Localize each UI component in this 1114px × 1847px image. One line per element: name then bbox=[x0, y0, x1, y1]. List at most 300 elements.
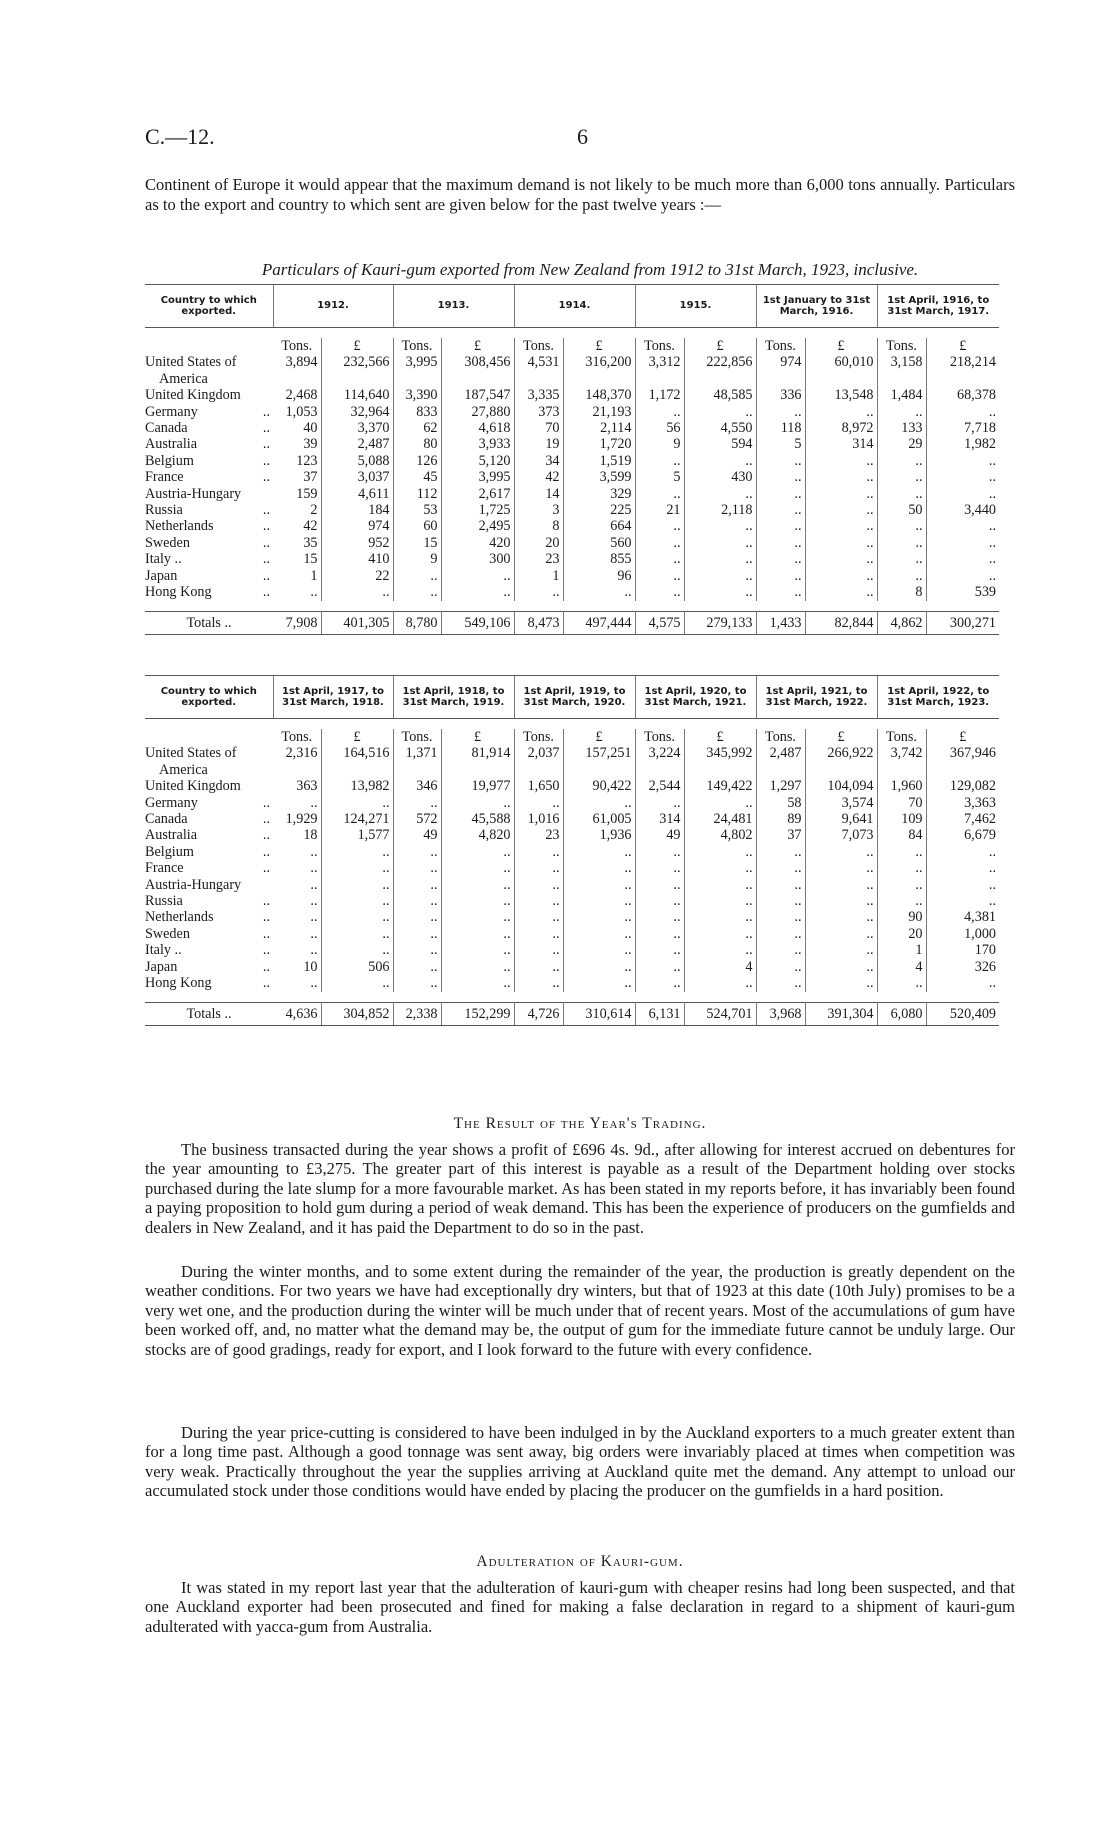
table-row bbox=[145, 827, 999, 843]
pounds-value: 2,487 bbox=[321, 436, 393, 452]
pounds-value: .. bbox=[441, 909, 514, 925]
country-name: Belgium bbox=[145, 843, 194, 860]
tons-unit-label: Tons. bbox=[393, 338, 441, 354]
tons-value: .. bbox=[756, 568, 805, 584]
pounds-value: 3,370 bbox=[321, 420, 393, 436]
tons-value: .. bbox=[273, 926, 321, 942]
blank-cell bbox=[684, 371, 756, 387]
pounds-value: 5,088 bbox=[321, 453, 393, 469]
country-name: United Kingdom bbox=[145, 387, 241, 404]
tons-value: .. bbox=[514, 877, 563, 893]
leader-dots: .. bbox=[262, 794, 270, 811]
export-table-1912-1917 bbox=[145, 284, 999, 635]
tons-value: 833 bbox=[393, 404, 441, 420]
pounds-value: .. bbox=[321, 975, 393, 991]
tons-value: .. bbox=[756, 404, 805, 420]
adulteration-paragraph: It was stated in my report last year that the adulteration of kauri-gum with cheaper resins had long been suspected, and that one Auckland exporter had been prosecuted and fined for making a false declaration in regard to a shipment of kauri-gum adulterated with yacca-gum from Australia. bbox=[145, 1578, 1015, 1636]
tons-value: 363 bbox=[273, 778, 321, 794]
pounds-value: .. bbox=[805, 486, 877, 502]
tons-value: .. bbox=[635, 975, 684, 991]
total-tons: 3,968 bbox=[756, 1002, 805, 1025]
pounds-value: .. bbox=[684, 518, 756, 534]
tons-value: .. bbox=[273, 909, 321, 925]
country-name: Belgium bbox=[145, 452, 194, 469]
country-cell bbox=[145, 975, 273, 991]
pounds-value: 4 bbox=[684, 959, 756, 975]
leader-dots: .. bbox=[262, 942, 270, 959]
table-row bbox=[145, 959, 999, 975]
leader-dots: .. bbox=[262, 502, 270, 519]
tons-value: 3 bbox=[514, 502, 563, 518]
country-cell bbox=[145, 926, 273, 942]
country-name: Sweden bbox=[145, 925, 190, 942]
tons-value: .. bbox=[635, 795, 684, 811]
pounds-value: 1,519 bbox=[563, 453, 635, 469]
tons-value: 50 bbox=[877, 502, 926, 518]
pounds-value: .. bbox=[988, 860, 996, 877]
pounds-value: .. bbox=[805, 518, 877, 534]
pounds-value: 4,618 bbox=[441, 420, 514, 436]
tons-value: .. bbox=[635, 518, 684, 534]
pounds-value: 218,214 bbox=[949, 354, 996, 371]
table-row-continuation bbox=[145, 762, 999, 778]
tons-value: 37 bbox=[273, 469, 321, 485]
tons-value: .. bbox=[273, 844, 321, 860]
tons-value: .. bbox=[756, 535, 805, 551]
leader-dots: .. bbox=[262, 452, 270, 469]
pounds-value: 1,577 bbox=[321, 827, 393, 843]
country-cell bbox=[145, 420, 273, 436]
totals-label: Totals bbox=[186, 1005, 221, 1022]
pounds-value: .. bbox=[988, 551, 996, 568]
pounds-value: 8,972 bbox=[805, 420, 877, 436]
country-cell bbox=[145, 584, 273, 600]
tons-value: 89 bbox=[756, 811, 805, 827]
pounds-value: .. bbox=[441, 860, 514, 876]
tons-value: 572 bbox=[393, 811, 441, 827]
pounds-unit-label: £ bbox=[563, 338, 635, 354]
tons-value: .. bbox=[635, 959, 684, 975]
pounds-value: 367,946 bbox=[949, 745, 996, 762]
tons-value: .. bbox=[877, 469, 926, 485]
pounds-value: 148,370 bbox=[563, 387, 635, 403]
table-row-continuation bbox=[145, 371, 999, 387]
tons-value: .. bbox=[756, 518, 805, 534]
country-cell bbox=[145, 893, 273, 909]
pounds-value: .. bbox=[684, 893, 756, 909]
tons-value: .. bbox=[877, 551, 926, 567]
blank-cell bbox=[514, 762, 563, 778]
pounds-value: .. bbox=[563, 844, 635, 860]
pounds-value: .. bbox=[441, 568, 514, 584]
country-name: France bbox=[145, 469, 184, 486]
country-cell bbox=[145, 860, 273, 876]
tons-value: 15 bbox=[273, 551, 321, 567]
totals-row bbox=[145, 1002, 999, 1025]
tons-value: .. bbox=[273, 584, 321, 600]
pounds-value: 1,000 bbox=[964, 925, 996, 942]
tons-value: 35 bbox=[273, 535, 321, 551]
blank-cell bbox=[563, 762, 635, 778]
table-header-row bbox=[145, 285, 999, 328]
blank-cell bbox=[635, 762, 684, 778]
tons-value: .. bbox=[273, 795, 321, 811]
total-pounds: 391,304 bbox=[805, 1002, 877, 1025]
table-row bbox=[145, 926, 999, 942]
leader-dots: .. bbox=[262, 420, 270, 437]
pounds-unit-label: £ bbox=[441, 729, 514, 745]
pounds-value: .. bbox=[684, 551, 756, 567]
tons-value: .. bbox=[877, 893, 926, 909]
pounds-value: .. bbox=[441, 877, 514, 893]
country-name: Russia bbox=[145, 893, 183, 910]
country-name: France bbox=[145, 860, 184, 877]
pounds-value: 1,936 bbox=[563, 827, 635, 843]
country-name: Netherlands bbox=[145, 518, 214, 535]
spacer-row bbox=[145, 719, 999, 730]
pounds-value: .. bbox=[988, 534, 996, 551]
tons-value: .. bbox=[514, 584, 563, 600]
pounds-value: .. bbox=[441, 584, 514, 600]
total-tons: 2,338 bbox=[393, 1002, 441, 1025]
tons-value: .. bbox=[877, 486, 926, 502]
tons-value: 80 bbox=[393, 436, 441, 452]
country-name: Japan bbox=[145, 567, 178, 584]
tons-value: .. bbox=[877, 877, 926, 893]
country-name: Netherlands bbox=[145, 909, 214, 926]
tons-value: 1 bbox=[877, 942, 926, 958]
pounds-value: 974 bbox=[321, 518, 393, 534]
country-name: Japan bbox=[145, 958, 178, 975]
pounds-value: .. bbox=[321, 909, 393, 925]
tons-value: 2,544 bbox=[635, 778, 684, 794]
tons-value: 49 bbox=[393, 827, 441, 843]
pounds-value: 4,611 bbox=[321, 486, 393, 502]
tons-value: 1,016 bbox=[514, 811, 563, 827]
pounds-value: .. bbox=[988, 485, 996, 502]
blank-cell bbox=[441, 371, 514, 387]
country-cell bbox=[145, 745, 273, 761]
pounds-value: 329 bbox=[563, 486, 635, 502]
table-row bbox=[145, 811, 999, 827]
pounds-value: 539 bbox=[974, 584, 996, 601]
period-header: 1st April, 1921, to 31st March, 1922. bbox=[756, 676, 877, 719]
pounds-value: .. bbox=[563, 860, 635, 876]
tons-value: 29 bbox=[877, 436, 926, 452]
pounds-unit-label: £ bbox=[321, 729, 393, 745]
pounds-value: 13,982 bbox=[321, 778, 393, 794]
pounds-value: 60,010 bbox=[805, 354, 877, 370]
pounds-value: .. bbox=[441, 844, 514, 860]
tons-unit-label: Tons. bbox=[635, 338, 684, 354]
tons-value: 9 bbox=[635, 436, 684, 452]
country-name: Austria-Hungary bbox=[145, 876, 242, 893]
period-header: 1913. bbox=[393, 285, 514, 328]
pounds-value: .. bbox=[805, 893, 877, 909]
tons-value: .. bbox=[756, 502, 805, 518]
country-name: Hong Kong bbox=[145, 584, 212, 601]
leader-dots: .. bbox=[262, 518, 270, 535]
tons-value: 112 bbox=[393, 486, 441, 502]
pounds-value: 4,802 bbox=[684, 827, 756, 843]
tons-value: 1,297 bbox=[756, 778, 805, 794]
tons-value: .. bbox=[635, 926, 684, 942]
tons-value: .. bbox=[393, 860, 441, 876]
table-row bbox=[145, 909, 999, 925]
table-row bbox=[145, 404, 999, 420]
pounds-value: .. bbox=[805, 844, 877, 860]
tons-value: .. bbox=[393, 844, 441, 860]
table-row bbox=[145, 469, 999, 485]
tons-value: 3,335 bbox=[514, 387, 563, 403]
table-row bbox=[145, 535, 999, 551]
pounds-value: 184 bbox=[321, 502, 393, 518]
pounds-value: 1,725 bbox=[441, 502, 514, 518]
pounds-value: 345,992 bbox=[684, 745, 756, 761]
country-cell bbox=[145, 877, 273, 893]
pounds-value: 664 bbox=[563, 518, 635, 534]
country-cell bbox=[145, 844, 273, 860]
pounds-value: 7,073 bbox=[805, 827, 877, 843]
leader-dots: .. bbox=[262, 584, 270, 601]
pounds-value: .. bbox=[684, 926, 756, 942]
tons-value: .. bbox=[273, 860, 321, 876]
tons-value: .. bbox=[756, 975, 805, 991]
tons-unit-label: Tons. bbox=[635, 729, 684, 745]
spacer-cell bbox=[145, 328, 999, 339]
blank-cell bbox=[635, 371, 684, 387]
pounds-value: 316,200 bbox=[563, 354, 635, 370]
pounds-unit-label: £ bbox=[441, 338, 514, 354]
tons-value: 8 bbox=[877, 584, 926, 600]
table-row bbox=[145, 502, 999, 518]
pounds-value: 19,977 bbox=[441, 778, 514, 794]
table-row bbox=[145, 518, 999, 534]
tons-value: 60 bbox=[393, 518, 441, 534]
table-row bbox=[145, 795, 999, 811]
country-cell bbox=[145, 909, 273, 925]
pounds-value: .. bbox=[805, 959, 877, 975]
pounds-unit-label: £ bbox=[805, 338, 877, 354]
total-pounds: 82,844 bbox=[805, 611, 877, 634]
spacer-cell bbox=[145, 719, 999, 730]
tons-value: 1,371 bbox=[393, 745, 441, 761]
pounds-value: .. bbox=[805, 404, 877, 420]
pounds-value: .. bbox=[988, 975, 996, 992]
leader-dots: .. bbox=[220, 1005, 232, 1022]
pounds-value: 222,856 bbox=[684, 354, 756, 370]
tons-value: .. bbox=[635, 942, 684, 958]
tons-value: 39 bbox=[273, 436, 321, 452]
pounds-unit-label: £ bbox=[684, 729, 756, 745]
total-pounds: 310,614 bbox=[563, 1002, 635, 1025]
section-heading-trading: The Result of the Year's Trading. bbox=[453, 1115, 707, 1132]
leader-dots: .. bbox=[262, 403, 270, 420]
leader-dots: .. bbox=[262, 827, 270, 844]
table-row bbox=[145, 745, 999, 761]
tons-value: .. bbox=[273, 893, 321, 909]
table-row bbox=[145, 551, 999, 567]
pounds-value: .. bbox=[321, 584, 393, 600]
spacer-row bbox=[145, 601, 999, 612]
tons-value: .. bbox=[635, 844, 684, 860]
leader-dots: .. bbox=[262, 436, 270, 453]
blank-cell bbox=[563, 371, 635, 387]
tons-value: 314 bbox=[635, 811, 684, 827]
tons-value: 159 bbox=[273, 486, 321, 502]
tons-value: 3,224 bbox=[635, 745, 684, 761]
tons-value: 23 bbox=[514, 827, 563, 843]
tons-value: 133 bbox=[877, 420, 926, 436]
blank-cell bbox=[684, 762, 756, 778]
tons-value: .. bbox=[273, 942, 321, 958]
pounds-value: 300 bbox=[441, 551, 514, 567]
country-cell bbox=[145, 436, 273, 452]
pounds-value: 7,718 bbox=[964, 420, 996, 437]
pounds-value: .. bbox=[805, 860, 877, 876]
table-row bbox=[145, 387, 999, 403]
tons-value: 2,487 bbox=[756, 745, 805, 761]
total-tons: 4,862 bbox=[877, 611, 926, 634]
leader-dots: .. bbox=[262, 958, 270, 975]
totals-label: Totals bbox=[186, 614, 221, 631]
leader-dots: .. bbox=[220, 614, 232, 631]
tons-value: 2,316 bbox=[273, 745, 321, 761]
total-pounds: 152,299 bbox=[441, 1002, 514, 1025]
tons-value: 123 bbox=[273, 453, 321, 469]
pounds-value: .. bbox=[805, 926, 877, 942]
tons-value: .. bbox=[393, 795, 441, 811]
tons-unit-label: Tons. bbox=[514, 729, 563, 745]
spacer-row bbox=[145, 328, 999, 339]
country-name: United States of bbox=[145, 354, 237, 371]
tons-value: 8 bbox=[514, 518, 563, 534]
tons-value: 90 bbox=[877, 909, 926, 925]
pounds-value: 1,720 bbox=[563, 436, 635, 452]
tons-value: .. bbox=[635, 486, 684, 502]
tons-unit-label: Tons. bbox=[756, 729, 805, 745]
pounds-value: 430 bbox=[684, 469, 756, 485]
pounds-value: .. bbox=[441, 893, 514, 909]
pounds-value: 13,548 bbox=[805, 387, 877, 403]
pounds-value: 952 bbox=[321, 535, 393, 551]
tons-value: 3,995 bbox=[393, 354, 441, 370]
pounds-value: 21,193 bbox=[563, 404, 635, 420]
pounds-value: 594 bbox=[684, 436, 756, 452]
pounds-unit-label: £ bbox=[321, 338, 393, 354]
tons-value: 373 bbox=[514, 404, 563, 420]
tons-value: 23 bbox=[514, 551, 563, 567]
pounds-value: .. bbox=[988, 469, 996, 486]
pounds-value: .. bbox=[805, 551, 877, 567]
tons-value: .. bbox=[393, 942, 441, 958]
total-tons: 4,636 bbox=[273, 1002, 321, 1025]
tons-value: 126 bbox=[393, 453, 441, 469]
tons-value: .. bbox=[877, 404, 926, 420]
tons-value: 9 bbox=[393, 551, 441, 567]
tons-value: 42 bbox=[273, 518, 321, 534]
period-header: 1st April, 1920, to 31st March, 1921. bbox=[635, 676, 756, 719]
country-name: Austria-Hungary bbox=[145, 485, 242, 502]
pounds-value: 4,381 bbox=[964, 909, 996, 926]
unit-row bbox=[145, 338, 999, 354]
pounds-value: .. bbox=[805, 535, 877, 551]
tons-value: .. bbox=[393, 975, 441, 991]
pounds-value: .. bbox=[684, 844, 756, 860]
total-tons: 6,080 bbox=[877, 1002, 926, 1025]
pounds-value: .. bbox=[441, 942, 514, 958]
tons-value: .. bbox=[756, 453, 805, 469]
pounds-value: 81,914 bbox=[441, 745, 514, 761]
pounds-unit-label: £ bbox=[959, 338, 967, 354]
pounds-value: 149,422 bbox=[684, 778, 756, 794]
blank-cell bbox=[441, 762, 514, 778]
country-cell bbox=[145, 354, 273, 370]
tons-value: .. bbox=[393, 877, 441, 893]
pounds-value: 560 bbox=[563, 535, 635, 551]
pounds-value: 3,440 bbox=[964, 502, 996, 519]
tons-value: .. bbox=[393, 959, 441, 975]
leader-dots: .. bbox=[262, 843, 270, 860]
tons-value: 336 bbox=[756, 387, 805, 403]
country-cell bbox=[145, 502, 273, 518]
tons-value: 1,172 bbox=[635, 387, 684, 403]
tons-value: .. bbox=[877, 535, 926, 551]
table-body bbox=[145, 328, 999, 635]
period-header: 1914. bbox=[514, 285, 635, 328]
pounds-value: .. bbox=[441, 959, 514, 975]
country-cell bbox=[145, 568, 273, 584]
tons-value: 3,894 bbox=[273, 354, 321, 370]
tons-value: 118 bbox=[756, 420, 805, 436]
pounds-value: .. bbox=[563, 926, 635, 942]
pounds-value: .. bbox=[684, 404, 756, 420]
section-heading-adulteration: Adulteration of Kauri-gum. bbox=[476, 1553, 684, 1570]
pounds-value: .. bbox=[805, 568, 877, 584]
pounds-value: .. bbox=[321, 877, 393, 893]
pounds-value: 3,995 bbox=[441, 469, 514, 485]
pounds-value: .. bbox=[988, 403, 996, 420]
tons-value: 974 bbox=[756, 354, 805, 370]
tons-value: .. bbox=[756, 877, 805, 893]
tons-value: 3,312 bbox=[635, 354, 684, 370]
table-row bbox=[145, 778, 999, 794]
tons-value: .. bbox=[393, 568, 441, 584]
tons-value: .. bbox=[514, 893, 563, 909]
pounds-value: 3,933 bbox=[441, 436, 514, 452]
period-header: 1st April, 1918, to 31st March, 1919. bbox=[393, 676, 514, 719]
country-name: Russia bbox=[145, 502, 183, 519]
tons-value: 4,531 bbox=[514, 354, 563, 370]
pounds-value: 6,679 bbox=[964, 827, 996, 844]
total-tons: 7,908 bbox=[273, 611, 321, 634]
pounds-value: 96 bbox=[563, 568, 635, 584]
spacer-row bbox=[145, 992, 999, 1003]
pounds-value: 225 bbox=[563, 502, 635, 518]
period-header: 1st April, 1922, to 31st March, 1923. bbox=[877, 676, 999, 719]
total-pounds: 520,409 bbox=[926, 1002, 999, 1025]
country-cell bbox=[145, 535, 273, 551]
totals-label-cell bbox=[145, 1002, 273, 1025]
period-header: 1915. bbox=[635, 285, 756, 328]
tons-value: 5 bbox=[635, 469, 684, 485]
pounds-value: .. bbox=[563, 893, 635, 909]
tons-value: .. bbox=[514, 860, 563, 876]
tons-value: 4 bbox=[877, 959, 926, 975]
tons-value: .. bbox=[756, 860, 805, 876]
pounds-value: .. bbox=[321, 795, 393, 811]
total-tons: 4,726 bbox=[514, 1002, 563, 1025]
